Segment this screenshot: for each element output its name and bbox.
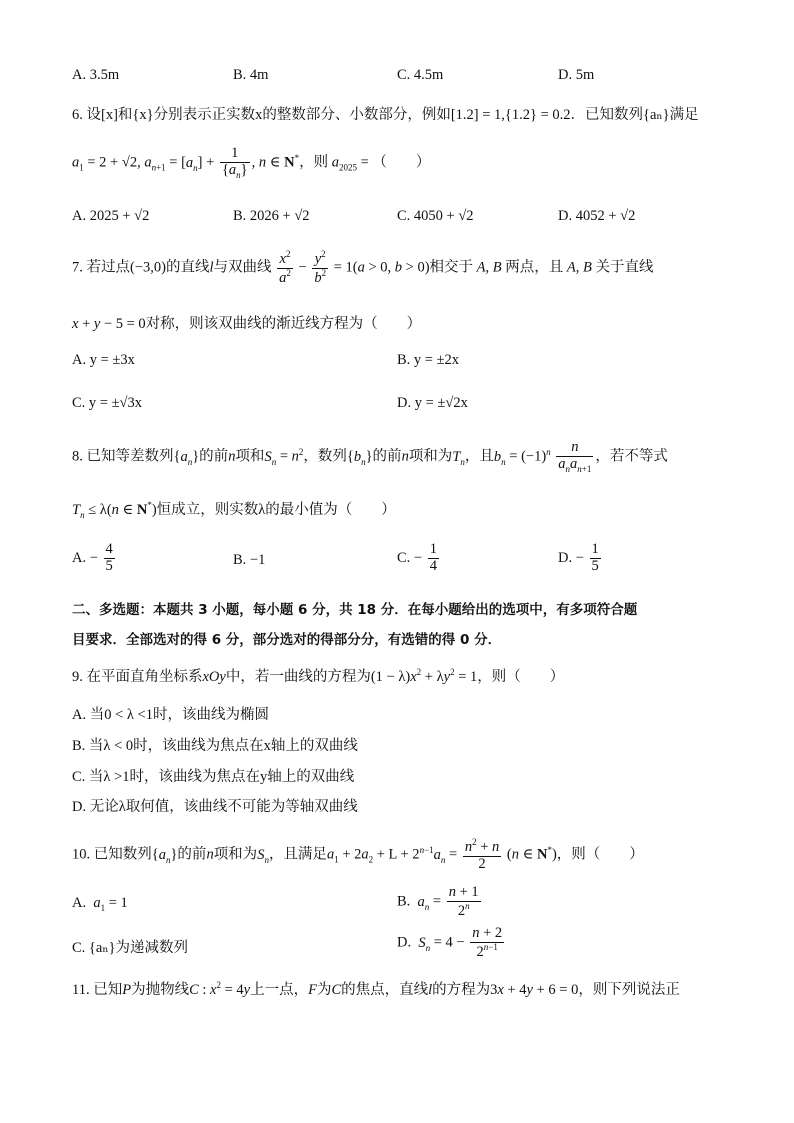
q8-option-b: B. −1: [233, 552, 266, 568]
q9-option-c: C. 当λ >1时，该曲线为焦点在y轴上的双曲线: [72, 769, 355, 785]
q10-option-c: C. {aₙ}为递减数列: [72, 940, 189, 956]
q6-option-b: B. 2026 + √2: [233, 208, 310, 224]
q8-stem-line2: $T_n \le \lambda(n$ ∈ N*)恒成立，则实数λ的最小值为（ ）: [72, 500, 396, 520]
q5-option-c: C. 4.5m: [397, 67, 444, 83]
q10-option-a: A. $a_1 = 1$: [72, 895, 128, 913]
q8-option-d: D. − $\frac{1}{5}$: [558, 541, 599, 574]
q7-stem-line2: x + y − 5 = 0对称，则该双曲线的渐近线方程为（ ）: [72, 316, 422, 332]
q7-option-d: D. y = ±√2x: [397, 395, 468, 411]
q9-option-a: A. 当0 < λ <1时，该曲线为椭圆: [72, 707, 269, 723]
q10-stem: 10. 已知数列$\{a_n\}$的前n项和为$S_n$，且满足$a_1 + 2a_2 + L + 2^{n-1}a_n$ = $\frac{n^2 + n}{2}$ (n ∈ N*)，则（ ）: [72, 837, 644, 872]
section2-heading-line1: 二、多选题：本题共 3 小题，每小题 6 分，共 18 分．在每小题给出的选项中，有多项符合题: [72, 602, 638, 618]
q6-stem-line1: 6. 设[x]和{x}分别表示正实数x的整数部分、小数部分，例如[1.2] = 1,{1.2} = 0.2．已知数列{aₙ}满足: [72, 107, 699, 123]
q10-option-d: D. $S_n = 4$ − $\frac{n + 2}{2^{n-1}}$: [397, 925, 503, 960]
q6-stem-line2: $a_1 = 2 + √2$, $a_{n+1} = [a_n]$ + $\frac{1}{\{a_n\}}$ , n ∈ N*，则 $a_{2025}$ = （ ）: [72, 145, 431, 180]
q8-option-c: C. − $\frac{1}{4}$: [397, 541, 437, 574]
q6-option-c: C. 4050 + √2: [397, 208, 474, 224]
q5-option-a: A. 3.5m: [72, 67, 120, 83]
q9-option-d: D. 无论λ取何值，该曲线不可能为等轴双曲线: [72, 799, 358, 815]
q5-option-b: B. 4m: [233, 67, 269, 83]
q5-option-d: D. 5m: [558, 67, 595, 83]
q7-option-a: A. y = ±3x: [72, 352, 135, 368]
q6-option-a: A. 2025 + √2: [72, 208, 150, 224]
q10-option-b: B. $a_n$ = $\frac{n + 1}{2^n}$: [397, 884, 479, 919]
q8-stem-line1: 8. 已知等差数列$\{a_n\}$的前n项和$S_n = n^2$，数列$\{b_n\}$的前n项和为$T_n$，且$b_n = (-1)^n$ $\frac{n}{a_na_{n+1}}$ ，若不等式: [72, 439, 668, 474]
q7-stem-line1: 7. 若过点(−3,0)的直线l与双曲线 $\frac{x^2}{a^2}$ − $\frac{y^2}{b^2}$ = 1(a > 0, b > 0)相交于 A, B 两点，且 A, B 关于直线: [72, 249, 654, 286]
q9-stem: 9. 在平面直角坐标系xOy中，若一曲线的方程为$(1 - \lambda)x^2 + \lambda y^2 = 1$，则（ ）: [72, 667, 565, 685]
q7-option-b: B. y = ±2x: [397, 352, 460, 368]
q6-option-d: D. 4052 + √2: [558, 208, 636, 224]
q7-option-c: C. y = ±√3x: [72, 395, 143, 411]
q8-option-a: A. − $\frac{4}{5}$: [72, 541, 113, 574]
q11-stem: 11. 已知P为抛物线C : $x^2 = 4y$上一点，F为C的焦点，直线l的方程为3x + 4y + 6 = 0，则下列说法正: [72, 980, 680, 998]
section2-heading-line2: 目要求．全部选对的得 6 分，部分选对的得部分分，有选错的得 0 分．: [72, 632, 502, 648]
q9-option-b: B. 当λ < 0时，该曲线为焦点在x轴上的双曲线: [72, 738, 358, 754]
